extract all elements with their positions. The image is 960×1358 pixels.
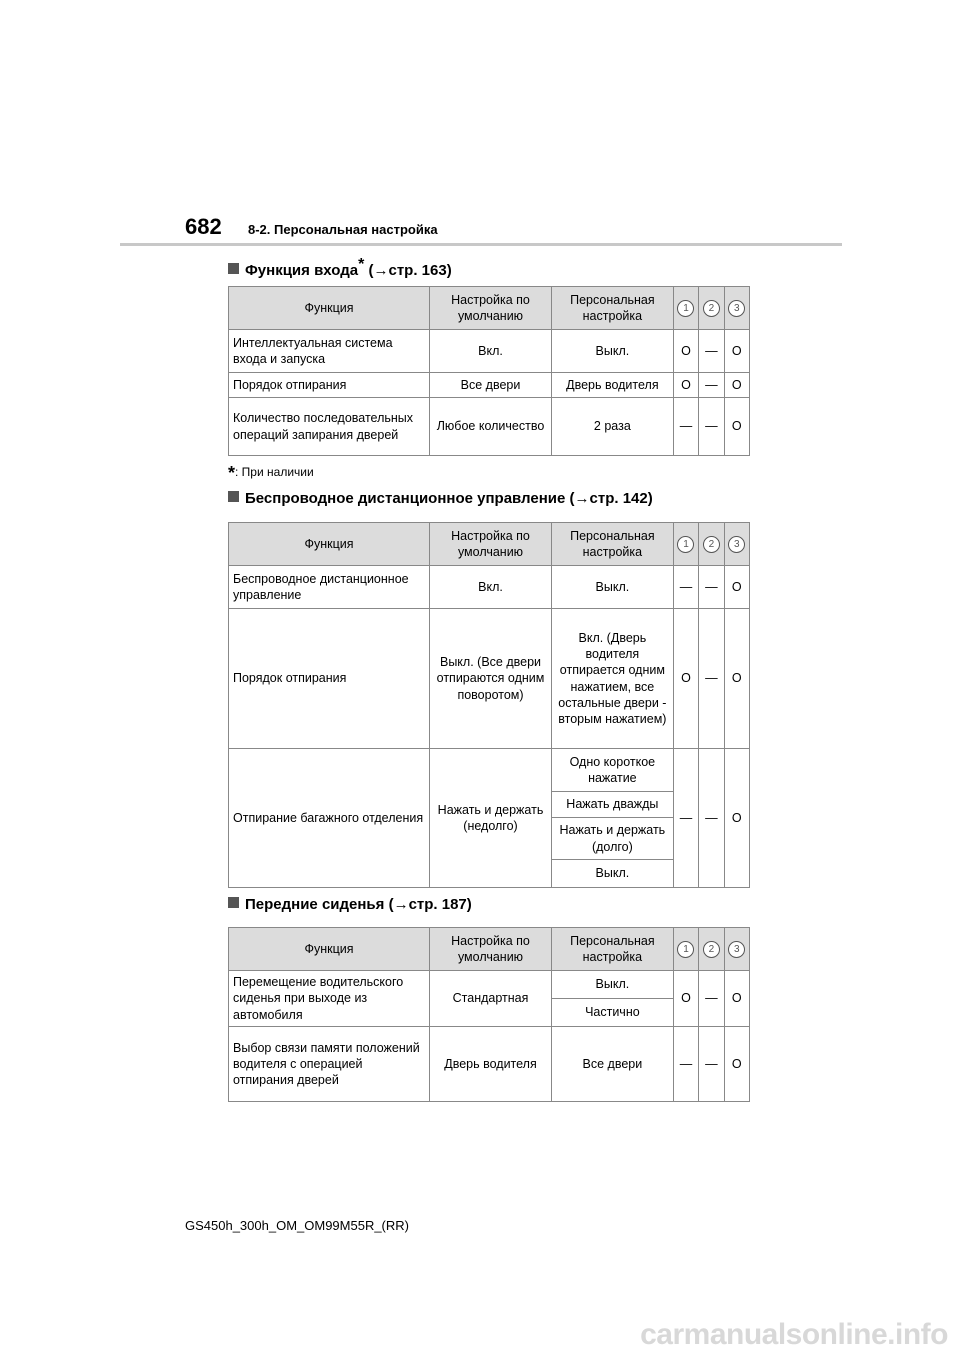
table-row: Количество последовательных операций запирания дверей Любое количество 2 раза — — O	[229, 398, 750, 456]
col-default: Настройка по умолчанию	[430, 287, 552, 330]
circle-3-icon: 3	[728, 536, 745, 553]
table-row: Нажать и держать (долго)	[229, 818, 750, 860]
circle-1-icon: 1	[677, 300, 694, 317]
col-method-3	[724, 928, 749, 971]
col-method-1	[673, 523, 698, 566]
section-title: 8-2. Персональная настройка	[248, 222, 438, 237]
col-custom: Персональная настройка	[551, 523, 673, 566]
table-row: Отпирание багажного отделения Нажать и держать (недолго) Одно короткое нажатие — — O	[229, 749, 750, 792]
table-header-row	[229, 287, 750, 330]
col-method-1	[673, 928, 698, 971]
col-function: Функция	[229, 523, 430, 566]
table-header-row	[229, 523, 750, 566]
circle-2-icon: 2	[703, 300, 720, 317]
col-default: Настройка по умолчанию	[430, 523, 552, 566]
col-custom: Персональная настройка	[551, 287, 673, 330]
circle-1-icon: 1	[677, 941, 694, 958]
col-custom: Персональная настройка	[551, 928, 673, 971]
wireless-remote-table	[228, 522, 750, 888]
heading-front-seats: Передние сиденья (→стр. 187)	[228, 896, 472, 913]
watermark: carmanualsonline.info	[640, 1318, 948, 1351]
col-method-1	[673, 287, 698, 330]
col-method-3	[724, 523, 749, 566]
table-row: Беспроводное дистанционное управление Вкл. Выкл. — — O	[229, 566, 750, 609]
circle-2-icon: 2	[703, 941, 720, 958]
table-header-row	[229, 928, 750, 971]
table-row: Порядок отпирания Все двери Дверь водителя O — O	[229, 373, 750, 398]
col-method-2	[699, 287, 724, 330]
footnote: *: При наличии	[228, 463, 314, 483]
heading-wireless-remote: Беспроводное дистанционное управление (→стр. 142)	[228, 490, 653, 507]
document-code: GS450h_300h_OM_OM99M55R_(RR)	[185, 1218, 409, 1233]
table-row: Перемещение водительского сиденья при выходе из автомобиля Стандартная Выкл. O — O	[229, 971, 750, 999]
col-method-3	[724, 287, 749, 330]
table-row: Интеллектуальная система входа и запуска Вкл. Выкл. O — O	[229, 330, 750, 373]
table-row: Выкл.	[229, 860, 750, 888]
circle-2-icon: 2	[703, 536, 720, 553]
heading-entry-function: Функция входа* (→стр. 163)	[228, 256, 452, 279]
col-method-2	[699, 928, 724, 971]
col-method-2	[699, 523, 724, 566]
page-number: 682	[185, 214, 222, 239]
col-default: Настройка по умолчанию	[430, 928, 552, 971]
col-function: Функция	[229, 928, 430, 971]
col-function: Функция	[229, 287, 430, 330]
front-seats-table	[228, 927, 750, 1102]
circle-1-icon: 1	[677, 536, 694, 553]
circle-3-icon: 3	[728, 941, 745, 958]
square-bullet-icon	[228, 897, 239, 908]
circle-3-icon: 3	[728, 300, 745, 317]
header-divider	[120, 243, 842, 246]
entry-function-table	[228, 286, 750, 456]
table-row: Частично	[229, 999, 750, 1027]
table-row: Выбор связи памяти положений водителя с операцией отпирания дверей Дверь водителя Все двери — — O	[229, 1027, 750, 1102]
square-bullet-icon	[228, 491, 239, 502]
square-bullet-icon	[228, 263, 239, 274]
table-row: Порядок отпирания Выкл. (Все двери отпираются одним поворотом) Вкл. (Дверь водителя отпирается одним нажатием, все остальные двери - вторым нажатием) O — O	[229, 609, 750, 749]
table-row: Нажать дважды	[229, 792, 750, 818]
